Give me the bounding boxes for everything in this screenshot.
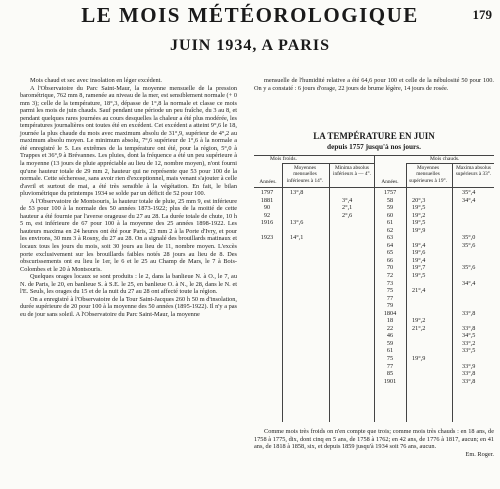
table-row [254, 249, 494, 257]
cell-year-hot: 75 [386, 287, 394, 295]
table-row [254, 347, 494, 355]
table-row [254, 295, 494, 303]
cell-max-hot: 33°,8 [462, 370, 476, 378]
cell-year-cold: 1797 [260, 189, 274, 196]
table-row [254, 280, 494, 288]
cell-year-hot: 61 [386, 347, 394, 355]
cell-year-hot: 1757 [383, 189, 397, 196]
table-row [254, 325, 494, 333]
right-column-text [254, 77, 494, 92]
cell-max-hot: 33°,8 [462, 377, 476, 385]
cell-max-hot: 33°,8 [462, 309, 476, 317]
cell-year-hot: 64 [386, 241, 394, 249]
col-header-max-hot: Maxima absolus supérieurs à 33°. [455, 165, 492, 178]
paragraph: Comme mois très froids on n'en compte que trois; comme mois très chauds : en 18 ans, de 1758 à 1775, dix, dont cinq en 5 ans, de 1758 à 1762; en 42 ans, de 1776 à 1817, aucun; en 41 ans, de 1818 à 1858, six, et depuis 1859 jusqu'à 1934 soit 76 ans, aucun. [254, 428, 494, 451]
cell-year-cold: 1881 [260, 196, 274, 204]
left-column [20, 77, 237, 319]
cell-avg-cold: 13°,6 [290, 219, 304, 227]
cell-max-hot: 33°,5 [462, 347, 476, 355]
col-header-years-cold: Années. [259, 179, 277, 185]
cell-year-hot: 79 [386, 302, 394, 310]
table-row [254, 332, 494, 340]
table-row [254, 204, 494, 212]
cell-max-hot: 33°,9 [462, 362, 476, 370]
cell-year-hot: 77 [386, 362, 394, 370]
table-row [254, 302, 494, 310]
cell-max-hot: 33°,8 [462, 324, 476, 332]
cell-max-hot: 35°,0 [462, 234, 476, 242]
cell-year-hot: 66 [386, 256, 394, 264]
cell-avg-cold: 14°,1 [290, 234, 304, 242]
cell-avg-hot: 19°,9 [412, 226, 426, 234]
table-row [254, 197, 494, 205]
cell-avg-hot: 21°,4 [412, 287, 426, 295]
cell-avg-cold: 13°,8 [290, 189, 304, 196]
cell-avg-hot: 19°,5 [412, 219, 426, 227]
table-row [254, 378, 494, 386]
cell-year-hot: 58 [386, 196, 394, 204]
table-row [254, 287, 494, 295]
cell-max-hot: 35°,4 [462, 189, 476, 196]
table-row [254, 212, 494, 220]
cell-avg-hot: 19°,7 [412, 264, 426, 272]
cell-max-hot: 34°,4 [462, 279, 476, 287]
cell-year-hot: 1901 [383, 377, 397, 385]
article-subtitle: JUIN 1934, A PARIS [170, 37, 330, 54]
cell-year-hot: 63 [386, 234, 394, 242]
cell-max-hot: 34°,4 [462, 196, 476, 204]
temperature-table [254, 155, 494, 423]
page-title: LE MOIS MÉTÉOROLOGIQUE [81, 3, 419, 27]
paragraph: Mois chaud et sec avec insolation en léger excédent. [30, 77, 163, 84]
cell-year-cold: 1923 [260, 234, 274, 242]
page-number: 179 [472, 7, 492, 22]
cell-year-hot: 73 [386, 279, 394, 287]
group-hot-rule [406, 163, 494, 164]
cell-year-hot: 61 [386, 219, 394, 227]
col-header-avg-cold: Moyennes mensuelles inférieures à 14°. [286, 165, 324, 184]
paragraph: A l'Observatoire du Parc Saint-Maur, la moyenne mensuelle de la pression barométrique, 762 mm 8, ramenée au niveau de la mer, est sensiblement normale (+ 0 mm 3); celle de la température, 18°,3, dépasse de 1°,8 la normale et classe ce mois parmi les mois de juin chauds. Sauf pendant une période un peu fraîche, du 3 au 8, et pendant quelques rares journées au cours desquelles la chaleur a été plus modérée, les températures journalières ont toutes été en excédent. Cet excédent a atteint 9°,6 le 18, journée la plus chaude du mois avec maximum absolu de 31°,9, supérieur de 4°,2 au maximum absolu moyen. Le minimum absolu, 7°,6 supérieur de 1°,6 à la normale a été enregistré le 5. Les extrêmes de la température ont été, pour la région, 5°,0 à Trappes et 36°,9 à Brévannes. Les pluies, dont la fréquence a été un peu supérieure à la moyenne (13 jours de pluie appréciable au lieu de 12, nombre moyen), n'ont fourni qu'une hauteur totale de 29 mm 2, hauteur qui ne représente que 53 pour 100 de la normale. Cette sécheresse, sans avoir rien d'exceptionnel, mais venant s'ajouter à celle d'avril et surtout de mai, a été très sensible à la végétation. En fait, le bilan pluviométrique du printemps 1934 se solde par un déficit de 52 pour 100. [20, 84, 237, 198]
cell-year-cold: 90 [263, 204, 271, 212]
cell-year-hot: 46 [386, 332, 394, 340]
cell-avg-hot: 19°,5 [412, 272, 426, 280]
cell-avg-hot: 20°,3 [412, 196, 426, 204]
table-row [254, 189, 494, 197]
table-row [254, 370, 494, 378]
cell-year-hot: 18 [386, 317, 394, 325]
cell-year-cold: 92 [263, 211, 271, 219]
cell-year-hot: 70 [386, 264, 394, 272]
table-row [254, 264, 494, 272]
paragraph: A l'Observatoire de Montsouris, la hauteur totale de pluie, 25 mm 9, est inférieure de 53 pour 100 à la normale des 50 années 1873-1922; plus de la moitié de cette hauteur a été fournie par l'averse orageuse du 27 au 28. La durée totale de chute, 10 h 5 m, est inférieure de 67 pour 100 à la moyenne des 25 années 1898-1922. Les hauteurs maxima en 24 heures ont été pour Paris, 23 mm 2 à la Porte d'Ivry, et pour les environs, 30 mm 3 à Rosny, du 27 au 28. On a signalé des brouillards matinaux et locaux tous les jours du mois, soit 30 jours au lieu de 11, nombre moyen. L'excès porte exclusivement sur les brouillards faibles notés 28 jours au lieu de 8. Des obscurissements ont eu lieu le 1er, le 6 et le 25 au Champ de Mars, le 7 à Bois-Colombes et le 20 à Montsouris. [20, 197, 237, 273]
author-signature: Em. Roger. [465, 450, 494, 458]
page-header [8, 4, 492, 26]
group-hot-label: Mois chauds. [430, 156, 460, 162]
cell-year-hot: 75 [386, 355, 394, 363]
table-row [254, 242, 494, 250]
cell-year-hot: 62 [386, 226, 394, 234]
table-row [254, 219, 494, 227]
table-row [254, 363, 494, 371]
cell-year-hot: 72 [386, 272, 394, 280]
cell-max-hot: 33°,2 [462, 339, 476, 347]
cell-year-hot: 77 [386, 294, 394, 302]
cell-min-cold: 2°,1 [342, 204, 353, 212]
table-body [254, 189, 494, 385]
cell-min-cold: 2°,6 [342, 211, 353, 219]
cell-year-hot: 59 [386, 204, 394, 212]
table-row [254, 234, 494, 242]
table-row [254, 257, 494, 265]
cell-avg-hot: 19°,2 [412, 211, 426, 219]
paragraph: mensuelle de l'humidité relative a été 64,6 pour 100 et celle de la nébulosité 50 pour 100. On y a constaté : 6 jours d'orage, 22 jours de brume légère, 14 jours de rosée. [254, 77, 494, 92]
col-header-avg-hot: Moyennes mensuelles supérieures à 19°. [409, 165, 447, 184]
cell-avg-hot: 19°,6 [412, 249, 426, 257]
cell-year-hot: 60 [386, 211, 394, 219]
cell-avg-hot: 19°,2 [412, 317, 426, 325]
table-row [254, 227, 494, 235]
table-subtitle: depuis 1757 jusqu'à nos jours. [327, 142, 421, 151]
cell-avg-hot: 19°,9 [412, 355, 426, 363]
cell-year-cold: 1916 [260, 219, 274, 227]
cell-max-hot: 34°,5 [462, 332, 476, 340]
cell-min-cold: 3°,4 [342, 196, 353, 204]
table-row [254, 310, 494, 318]
cell-year-hot: 65 [386, 249, 394, 257]
paragraph: Quelques orages locaux se sont produits : le 2, dans la banlieue N. à O., le 7, au N. de Paris, le 20, en banlieue S. à S.E. le 25, en banlieue O. à N., le 28, dans le N. et l'E. Seuls, les orages du 15 et de la nuit du 27 au 28 ont affecté toute la région. [20, 273, 237, 296]
cell-avg-hot: 19°,4 [412, 256, 426, 264]
cell-max-hot: 35°,6 [462, 241, 476, 249]
cell-avg-hot: 19°,4 [412, 241, 426, 249]
group-cold-rule [282, 163, 374, 164]
cell-max-hot: 35°,6 [462, 264, 476, 272]
group-cold-label: Mois froids. [270, 156, 297, 162]
right-column-conclusion [254, 428, 494, 458]
table-row [254, 340, 494, 348]
table-title: LA TEMPÉRATURE EN JUIN [313, 131, 435, 141]
cell-year-hot: 59 [386, 339, 394, 347]
col-header-years-hot: Années. [381, 179, 399, 185]
cell-year-hot: 1804 [383, 309, 397, 317]
paragraph: On a enregistré à l'Observatoire de la Tour Saint-Jacques 260 h 50 m d'insolation, durée supérieure de 20 pour 100 à la moyenne des 50 années (1895-1922). Il n'y a pas eu de jour sans soleil. A l'Observatoire du Parc Saint-Maur, la moyenne [20, 295, 237, 318]
table-row [254, 317, 494, 325]
cell-year-hot: 22 [386, 324, 394, 332]
table-row [254, 355, 494, 363]
col-header-min-cold: Minima absolus inférieurs à — 4°. [332, 165, 371, 178]
table-row [254, 272, 494, 280]
cell-year-hot: 85 [386, 370, 394, 378]
cell-avg-hot: 21°,2 [412, 324, 426, 332]
cell-avg-hot: 19°,5 [412, 204, 426, 212]
